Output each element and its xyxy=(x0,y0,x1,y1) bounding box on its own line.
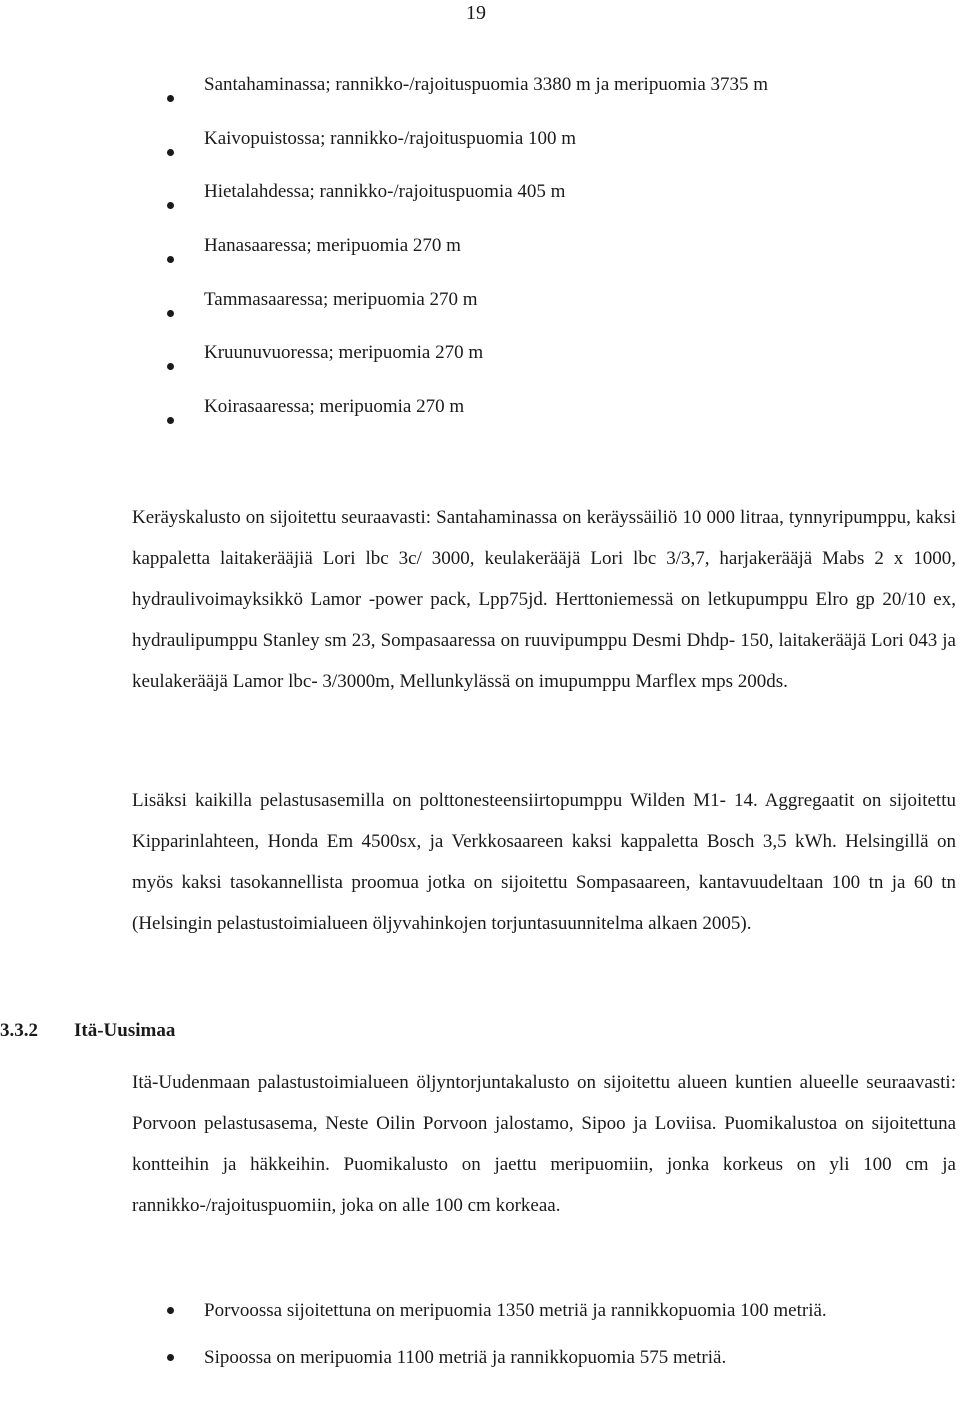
list-item xyxy=(167,179,927,233)
ita-uusimaa-boom-list xyxy=(167,1297,957,1371)
list-item xyxy=(167,72,927,126)
bullet-icon xyxy=(167,149,174,156)
section-title: Itä-Uusimaa xyxy=(74,1020,176,1041)
list-item xyxy=(167,287,927,341)
bullet-icon xyxy=(167,310,174,317)
list-item-text: Porvoossa sijoitettuna on meripuomia 1350 metriä ja rannikkopuomia 100 metriä. xyxy=(204,1300,827,1321)
list-item xyxy=(167,1297,957,1324)
list-item xyxy=(167,394,927,448)
section-heading xyxy=(0,1020,175,1042)
section-number: 3.3.2 xyxy=(0,1020,38,1041)
list-item xyxy=(167,1344,957,1371)
paragraph-collection-equipment: Keräyskalusto on sijoitettu seuraavasti: Santahaminassa on keräyssäiliö 10 000 litraa, tynnyripumppu, kaksi kappaletta laitakerääjiä Lori lbc 3c/ 3000, keulakerääjä Lori lbc 3/3,7, harjakerääjä Mabs 2 x 1000, hydraulivoimayksikkö Lamor -power pack, Lpp75jd. Herttoniemessä on letkupumppu Elro gp 20/10 ex, hydraulipumppu Stanley sm 23, Sompasaaressa on ruuvipumppu Desmi Dhdp- 150, laitakerääjä Lori 043 ja keulakerääjä Lamor lbc- 3/3000m, Mellunkylässä on imupumppu Marflex mps 200ds. xyxy=(132,507,956,692)
list-item xyxy=(167,233,927,287)
bullet-icon xyxy=(167,417,174,424)
list-item-text: Koirasaaressa; meripuomia 270 m xyxy=(204,396,465,418)
page-number: 19 xyxy=(466,2,486,24)
list-item-text: Kruunuvuoressa; meripuomia 270 m xyxy=(204,342,484,364)
list-item-text: Santahaminassa; rannikko-/rajoituspuomia 3380 m ja meripuomia 3735 m xyxy=(204,74,769,95)
paragraph-pumps-and-barges: Lisäksi kaikilla pelastusasemilla on polttonesteensiirtopumppu Wilden M1- 14. Aggregaatit on sijoitettu Kipparinlahteen, Honda Em 4500sx, ja Verkkosaareen kaksi kappaletta Bosch 3,5 kWh. Helsingillä on myös kaksi tasokannellista proomua jotka on sijoitettu Sompasaareen, kantavuudeltaan 100 tn ja 60 tn (Helsingin pelastustoimialueen öljyvahinkojen torjuntasuunnitelma alkaen 2005). xyxy=(132,790,956,934)
list-item-text: Sipoossa on meripuomia 1100 metriä ja rannikkopuomia 575 metriä. xyxy=(204,1347,727,1368)
list-item-text: Hanasaaressa; meripuomia 270 m xyxy=(204,235,461,257)
bullet-icon xyxy=(167,202,174,209)
list-item-text: Kaivopuistossa; rannikko-/rajoituspuomia 100 m xyxy=(204,127,577,149)
bullet-icon xyxy=(167,1307,174,1314)
list-item xyxy=(167,126,927,180)
bullet-icon xyxy=(167,1354,174,1361)
list-item-text: Hietalahdessa; rannikko-/rajoituspuomia 405 m xyxy=(204,181,566,203)
list-item-text: Tammasaaressa; meripuomia 270 m xyxy=(204,288,478,310)
list-item xyxy=(167,340,927,394)
bullet-icon xyxy=(167,256,174,263)
bullet-icon xyxy=(167,95,174,102)
boom-location-list xyxy=(167,72,927,448)
paragraph-ita-uusimaa: Itä-Uudenmaan palastustoimialueen öljyntorjuntakalusto on sijoitettu alueen kuntien alueelle seuraavasti: Porvoon pelastusasema, Neste Oilin Porvoon jalostamo, Sipoo ja Loviisa. Puomikalustoa on sijoitettuna kontteihin ja häkkeihin. Puomikalusto on jaettu meripuomiin, jonka korkeus on yli 100 cm ja rannikko-/rajoituspuomiin, joka on alle 100 cm korkeaa. xyxy=(132,1072,956,1216)
bullet-icon xyxy=(167,363,174,370)
